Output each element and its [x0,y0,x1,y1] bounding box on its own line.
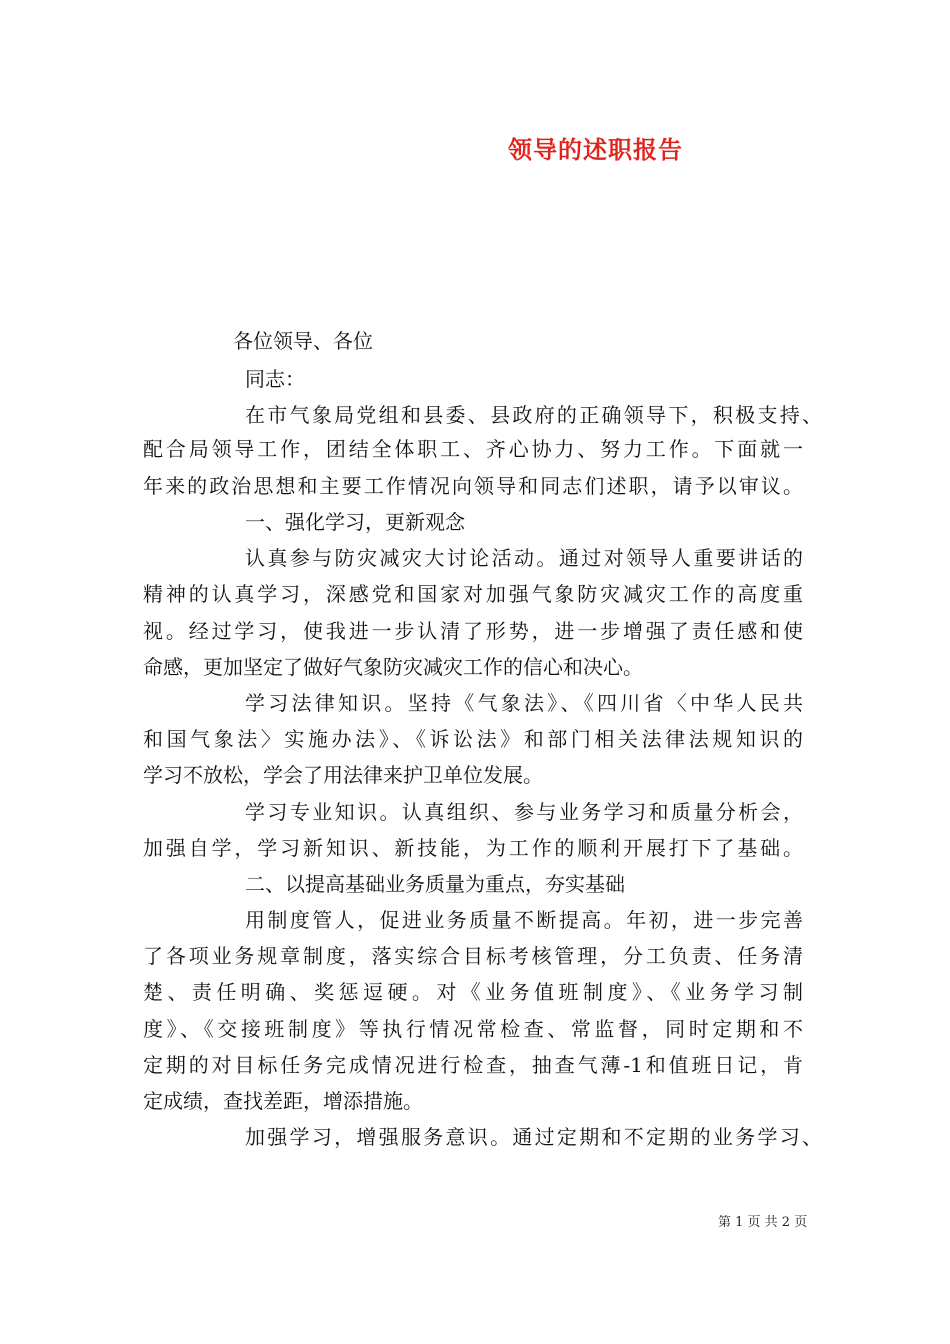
paragraph-line: 年来的政治思想和主要工作情况向领导和同志们述职，请予以审议。 [143,474,803,498]
paragraph-line: 了各项业务规章制度，落实综合目标考核管理，分工负责、任务清 [143,944,803,968]
paragraph-line: 定成绩，查找差距，增添措施。 [143,1089,423,1113]
paragraph-line: 各位领导、各位 [233,329,373,353]
paragraph-line: 学习法律知识。坚持《气象法》、《四川省〈中华人民共 [245,691,803,715]
paragraph-line: 学习专业知识。认真组织、参与业务学习和质量分析会， [245,800,803,824]
paragraph-line: 加强学习，增强服务意识。通过定期和不定期的业务学习、 [245,1125,822,1149]
paragraph-line: 学习不放松，学会了用法律来护卫单位发展。 [143,763,543,787]
paragraph-line: 同志： [245,367,305,391]
paragraph-line: 和国气象法〉实施办法》、《诉讼法》和部门相关法律法规知识的 [143,727,803,751]
paragraph-line: 用制度管人，促进业务质量不断提高。年初，进一步完善 [245,908,803,932]
paragraph-line: 精神的认真学习，深感党和国家对加强气象防灾减灾工作的高度重 [143,582,803,606]
paragraph-line: 楚、责任明确、奖惩逗硬。对《业务值班制度》、《业务学习制 [143,980,803,1004]
paragraph-line: 命感，更加坚定了做好气象防灾减灾工作的信心和决心。 [143,655,643,679]
paragraph-line: 度》、《交接班制度》等执行情况常检查、常监督，同时定期和不 [143,1017,803,1041]
paragraph-line: 认真参与防灾减灾大讨论活动。通过对领导人重要讲话的 [245,546,803,570]
page-footer: 第 1 页 共 2 页 [718,1215,808,1230]
paragraph-line: 视。经过学习，使我进一步认清了形势，进一步增强了责任感和使 [143,619,803,643]
section-heading: 一、强化学习，更新观念 [245,510,465,534]
section-heading: 二、以提高基础业务质量为重点，夯实基础 [245,872,625,896]
document-title: 领导的述职报告 [508,135,683,164]
paragraph-line: 在市气象局党组和县委、县政府的正确领导下，积极支持、 [245,403,822,427]
paragraph-line: 加强自学，学习新知识、新技能，为工作的顺利开展打下了基础。 [143,836,803,860]
paragraph-line: 配合局领导工作，团结全体职工、齐心协力、努力工作。下面就一 [143,437,803,461]
paragraph-line: 定期的对目标任务完成情况进行检查，抽查气薄-1和值班日记，肯 [143,1053,803,1077]
